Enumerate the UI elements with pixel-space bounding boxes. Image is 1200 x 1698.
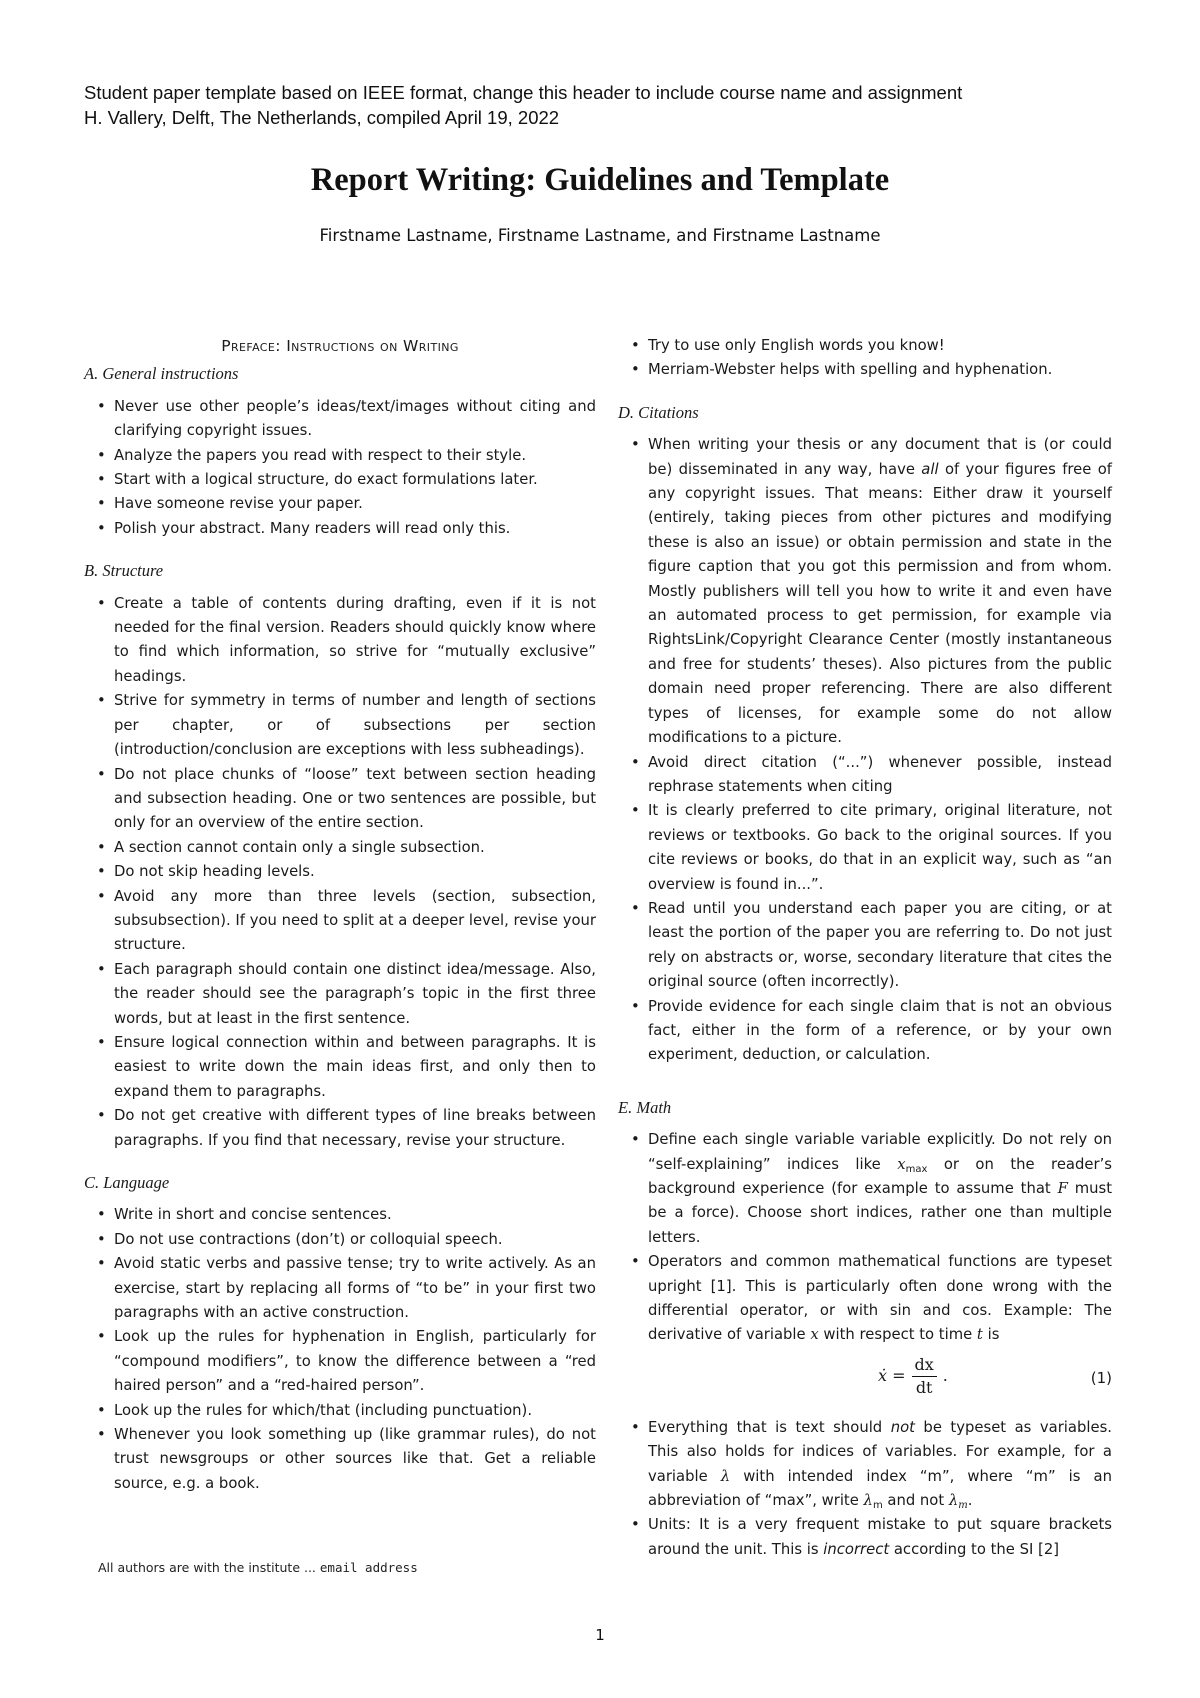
list-item: • It is clearly preferred to cite primary, original literature, not reviews or textbooks. Go back to the original sources. If you cite reviews or books, do that in an explicit way, such as “an overview is found in...”. [648, 799, 1112, 897]
footnote: All authors are with the institute ... email address [98, 1560, 418, 1575]
list-item: • Do not place chunks of “loose” text between section heading and subsection heading. One or two sentences are possible, but only for an overview of the entire section. [114, 763, 596, 836]
list-item: • Read until you understand each paper you are citing, or at least the portion of the paper you are referring to. Do not just rely on abstracts or, worse, secondary literature that cites the original source (often incorrectly). [648, 897, 1112, 995]
header-line-2: H. Vallery, Delft, The Netherlands, compiled April 19, 2022 [84, 107, 560, 128]
list-item: • Analyze the papers you read with respect to their style. [114, 444, 596, 468]
list-item: • Never use other people’s ideas/text/images without citing and clarifying copyright issues. [114, 395, 596, 444]
right-column [618, 334, 1112, 1562]
list-item: • Provide evidence for each single claim that is not an obvious fact, either in the form of a reference, or by your own experiment, deduction, or calculation. [648, 995, 1112, 1068]
list-item: • Look up the rules for hyphenation in English, particularly for “compound modifiers”, to know the difference between a “red haired person” and a “red-haired person”. [114, 1325, 596, 1398]
list-item: • When writing your thesis or any document that is (or could be) disseminated in any way, have all of your figures free of any copyright issues. That means: Either draw it yourself (entirely, taking pieces from other pictures and modifying these is also an issue) or obtain permission and state in the figure caption that you got this permission and from whom. Mostly publishers will tell you how to write it and even have an automated process to get permission, for example via RightsLink/Copyright Clearance Center (mostly instantaneous and free for students’ theses). Also pictures from the public domain need proper referencing. There are also different types of licenses, for example some do not allow modifications to a picture. [648, 433, 1112, 750]
list-item: • Each paragraph should contain one distinct idea/message. Also, the reader should see the paragraph’s topic in the first three words, but at least in the first sentence. [114, 958, 596, 1031]
author-list: Firstname Lastname, Firstname Lastname, and Firstname Lastname [319, 226, 881, 245]
equation-fraction [912, 1354, 937, 1399]
list-item: • Ensure logical connection within and between paragraphs. It is easiest to write down the main ideas first, and only then to expand them to paragraphs. [114, 1031, 596, 1104]
section-title: Preface: Instructions on Writing [221, 337, 459, 355]
list-item: • Start with a logical structure, do exact formulations later. [114, 468, 596, 492]
subsection-heading-math: E. Math [618, 1097, 672, 1117]
equation-number: (1) [1090, 1368, 1112, 1387]
equation-denominator: dt [915, 1377, 933, 1397]
equation-numerator: dx [912, 1354, 937, 1377]
subsection-heading-language: C. Language [84, 1173, 170, 1192]
paper-title: Report Writing: Guidelines and Template [310, 162, 890, 198]
list-item: • Whenever you look something up (like grammar rules), do not trust newsgroups or other sources like that. Get a reliable source, e.g. a book. [114, 1423, 596, 1496]
list-item: • Avoid static verbs and passive tense; try to write actively. As an exercise, start by replacing all forms of “to be” in your first two paragraphs with an active construction. [114, 1252, 596, 1325]
list-item: • Avoid direct citation (“...”) whenever possible, instead rephrase statements when citing [648, 751, 1112, 800]
page-header [84, 80, 962, 130]
language-list-continued [618, 334, 1112, 383]
general-instructions-list [84, 395, 596, 541]
equation-1 [648, 1352, 1112, 1410]
header-line-1: Student paper template based on IEEE format, change this header to include course name and assignment [84, 82, 963, 103]
author-email: email address [319, 1560, 418, 1575]
list-item: • Everything that is text should not be typeset as variables. This also holds for indices of variables. For example, for a variable λ with intended index “m”, where “m” is an abbreviation of “max”, write $\lambda_m$ and not $\lambda_m$. [648, 1416, 1112, 1514]
list-item: • Do not skip heading levels. [114, 860, 596, 884]
list-item: • Polish your abstract. Many readers will read only this. [114, 517, 596, 541]
list-item: • Write in short and concise sentences. [114, 1203, 596, 1227]
subsection-heading-general: A. General instructions [84, 364, 239, 384]
structure-list [84, 592, 596, 1153]
list-item: • Try to use only English words you know! [648, 334, 1112, 358]
math-list [618, 1128, 1112, 1348]
list-item: • Units: It is a very frequent mistake to put square brackets around the unit. This is incorrect according to the SI [2] [648, 1513, 1112, 1562]
list-item: • Define each single variable variable explicitly. Do not rely on “self-explaining” indices like $x_{max}$ or on the reader’s background experience (for example to assume that F must be a force). Choose short indices, rather one than multiple letters. [648, 1128, 1112, 1250]
page-number: 1 [595, 1626, 605, 1644]
subsection-heading-structure: B. Structure [84, 561, 164, 581]
list-item: • Create a table of contents during drafting, even if it is not needed for the final version. Readers should quickly know where to find which information, so strive for “mutually exclusive” headings. [114, 592, 596, 690]
list-item: • Do not get creative with different types of line breaks between paragraphs. If you find that necessary, revise your structure. [114, 1104, 596, 1153]
list-item: • Look up the rules for which/that (including punctuation). [114, 1399, 596, 1423]
citations-list [618, 433, 1112, 1068]
math-list-continued [618, 1416, 1112, 1562]
equation-lhs: ẋ = [878, 1366, 906, 1386]
subsection-heading-citations: D. Citations [618, 402, 699, 422]
left-column [84, 334, 596, 1496]
equation-trail: . [942, 1366, 948, 1386]
list-item: • Avoid any more than three levels (section, subsection, subsubsection). If you need to split at a deeper level, revise your structure. [114, 885, 596, 958]
equation-body [878, 1354, 948, 1399]
list-item: • Operators and common mathematical functions are typeset upright [1]. This is particularly often done wrong with the differential operator, or with sin and cos. Example: The derivative of variable x with respect to time t is [648, 1250, 1112, 1348]
list-item: • Strive for symmetry in terms of number and length of sections per chapter, or of subsections per section (introduction/conclusion are exceptions with less subheadings). [114, 689, 596, 762]
list-item: • Have someone revise your paper. [114, 492, 596, 516]
language-list [84, 1203, 596, 1496]
list-item: • Do not use contractions (don’t) or colloquial speech. [114, 1228, 596, 1252]
list-item: • A section cannot contain only a single subsection. [114, 836, 596, 860]
list-item: • Merriam-Webster helps with spelling and hyphenation. [648, 358, 1112, 382]
